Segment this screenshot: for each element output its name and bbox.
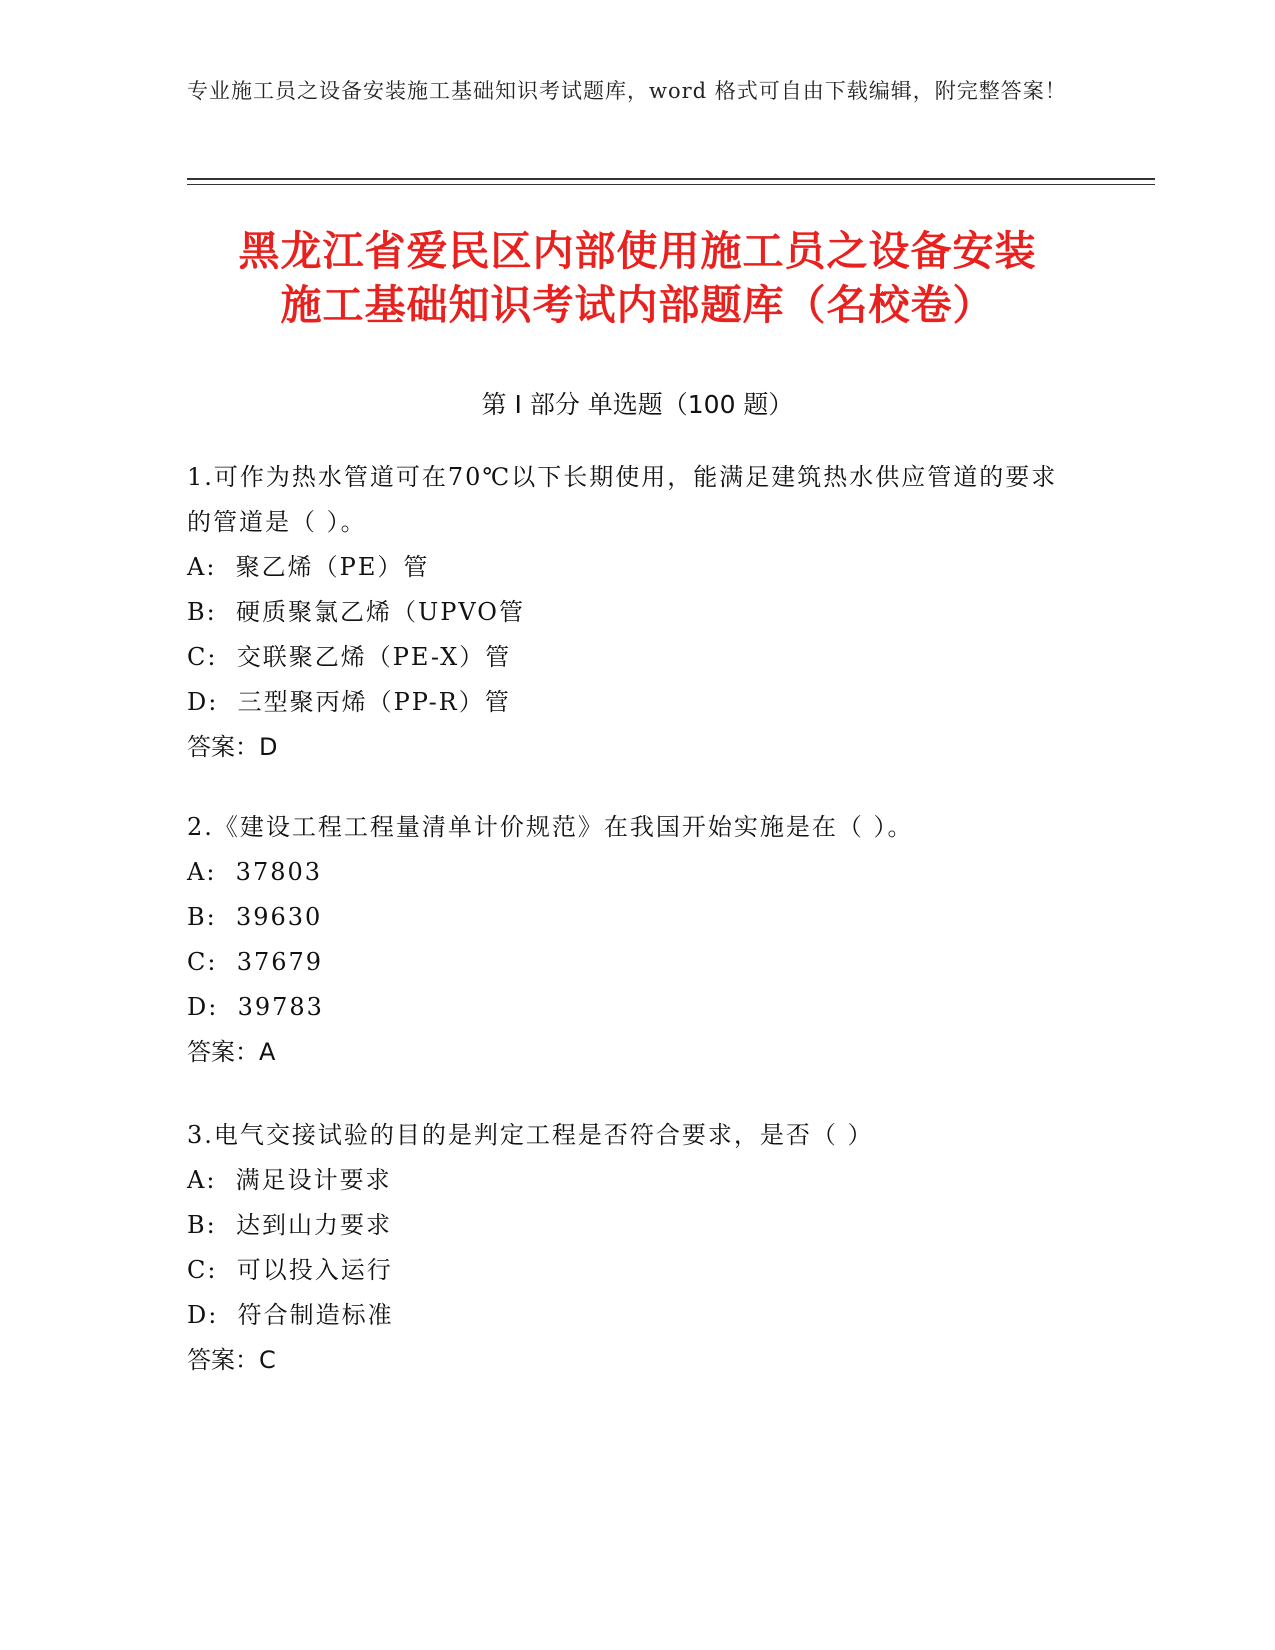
document-title — [160, 224, 1115, 332]
option-a: A: 聚乙烯（PE）管 — [187, 553, 430, 581]
question-stem: 1.可作为热水管道可在70℃以下长期使用，能满足建筑热水供应管道的要求的管道是（ ）。 — [187, 463, 1058, 536]
option-b: B: 硬质聚氯乙烯（UPVO管 — [187, 598, 525, 626]
option-b: B: 达到山力要求 — [187, 1211, 392, 1239]
header-divider-thick — [187, 178, 1155, 180]
option-d: D: 三型聚丙烯（PP-R）管 — [187, 688, 511, 716]
header-note: 专业施工员之设备安装施工基础知识考试题库，word 格式可自由下载编辑，附完整答案！ — [187, 79, 1067, 103]
question-stem: 3.电气交接试验的目的是判定工程是否符合要求，是否（ ） — [187, 1121, 874, 1149]
option-c: C: 37679 — [187, 948, 324, 976]
answer: 答案：D — [187, 733, 278, 761]
option-c: C: 可以投入运行 — [187, 1256, 393, 1284]
answer: 答案：C — [187, 1346, 276, 1374]
question-2 — [187, 805, 1067, 1075]
option-a: A: 37803 — [187, 858, 323, 886]
question-stem: 2.《建设工程工程量清单计价规范》在我国开始实施是在（ ）。 — [187, 813, 914, 841]
question-1 — [187, 455, 1067, 770]
answer: 答案：A — [187, 1038, 276, 1066]
option-d: D: 39783 — [187, 993, 324, 1021]
option-b: B: 39630 — [187, 903, 323, 931]
document-title-line-1: 黑龙江省爱民区内部使用施工员之设备安装 — [238, 227, 1037, 275]
option-c: C: 交联聚乙烯（PE-X）管 — [187, 643, 512, 671]
option-a: A: 满足设计要求 — [187, 1166, 392, 1194]
question-3 — [187, 1113, 1067, 1383]
document-title-line-2: 施工基础知识考试内部题库（名校卷） — [280, 281, 995, 329]
section-heading: 第 I 部分 单选题（100 题） — [481, 390, 794, 419]
header-divider-thin — [187, 184, 1155, 185]
option-d: D: 符合制造标准 — [187, 1301, 394, 1329]
